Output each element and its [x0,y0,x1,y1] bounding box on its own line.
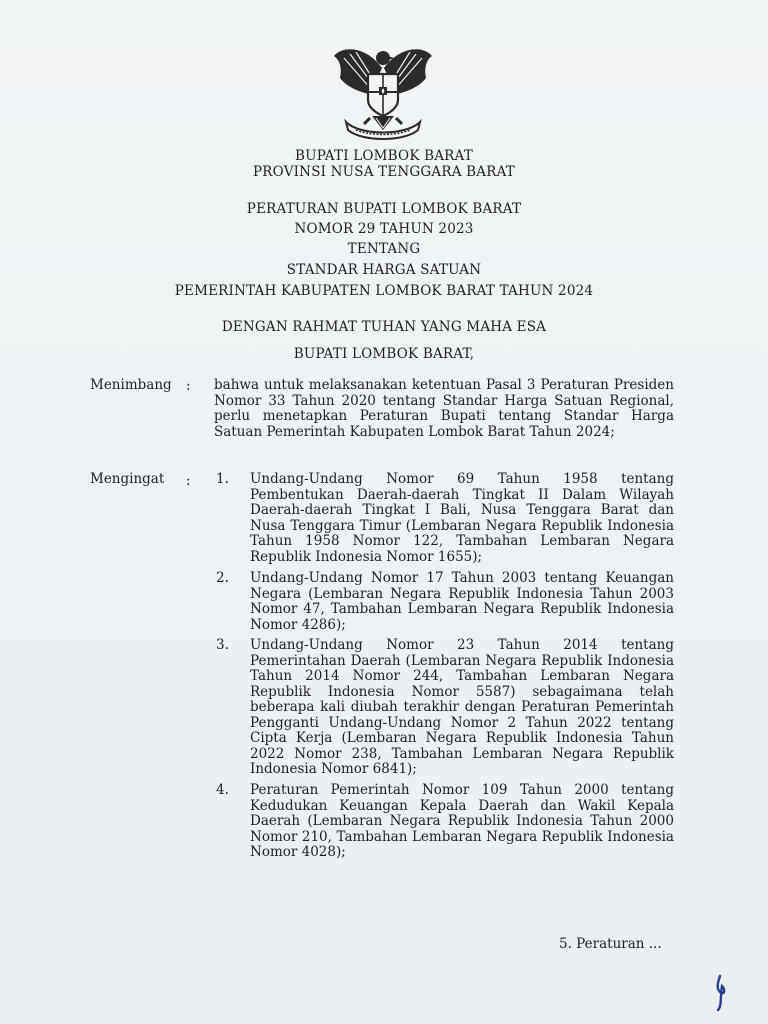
menimbang-label: Menimbang [90,377,172,393]
mengingat-item-1-number: 1. [216,471,229,487]
mengingat-colon: : [186,473,191,489]
mengingat-item-3-number: 3. [216,637,229,653]
preamble-line-1: DENGAN RAHMAT TUHAN YANG MAHA ESA [221,319,547,335]
mengingat-label: Mengingat [90,471,165,487]
header-line-1: BUPATI LOMBOK BARAT [295,148,473,164]
title-line-4: STANDAR HARGA SATUAN [286,262,482,278]
mengingat-item-4-number: 4. [216,782,229,798]
preamble-line-2: BUPATI LOMBOK BARAT, [293,346,475,362]
page-continuation: 5. Peraturan ... [559,936,662,952]
mengingat-item-2-number: 2. [216,570,229,586]
title-line-2: NOMOR 29 TAHUN 2023 [294,221,474,237]
mengingat-item-3-text: Undang-Undang Nomor 23 Tahun 2014 tentang Pemerintahan Daerah (Lembaran Negara Republik Indonesia Tahun 2014 Nomor 244, Tambahan Lembaran Negara Republik Indonesia Nomor 5587) sebagaimana telah beberapa kali diubah terakhir dengan Peraturan Pemerintah Pengganti Undang-Undang Nomor 2 Tahun 2022 tentang Cipta Kerja (Lembaran Negara Republik Indonesia Tahun 2022 Nomor 238, Tambahan Lembaran Negara Republik Indonesia Nomor 6841); [250,637,674,777]
title-line-1: PERATURAN BUPATI LOMBOK BARAT [246,201,522,217]
header-line-2: PROVINSI NUSA TENGGARA BARAT [253,164,515,180]
menimbang-text: bahwa untuk melaksanakan ketentuan Pasal 3 Peraturan Presiden Nomor 33 Tahun 2020 tentang Standar Harga Satuan Regional, perlu menetapkan Peraturan Bupati tentang Standar Harga Satuan Pemerintah Kabupaten Lombok Barat Tahun 2024; [214,377,674,440]
garuda-emblem-icon [330,38,436,142]
mengingat-item-4-text: Peraturan Pemerintah Nomor 109 Tahun 2000 tentang Kedudukan Keuangan Kepala Daerah dan Wakil Kepala Daerah (Lembaran Negara Republik Indonesia Tahun 2000 Nomor 210, Tambahan Lembaran Negara Republik Indonesia Nomor 4028); [250,782,674,860]
mengingat-item-2-text: Undang-Undang Nomor 17 Tahun 2003 tentang Keuangan Negara (Lembaran Negara Republik Indonesia Tahun 2003 Nomor 47, Tambahan Lembaran Negara Republik Indonesia Nomor 4286); [250,570,674,633]
menimbang-colon: : [186,378,191,394]
mengingat-item-1-text: Undang-Undang Nomor 69 Tahun 1958 tentang Pembentukan Daerah-daerah Tingkat II Dalam Wilayah Daerah-daerah Tingkat I Bali, Nusa Tenggara Barat dan Nusa Tenggara Timur (Lembaran Negara Republik Indonesia Tahun 1958 Nomor 122, Tambahan Lembaran Negara Republik Indonesia Nomor 1655); [250,471,674,565]
paraf-signature-icon [708,972,736,1012]
title-line-5: PEMERINTAH KABUPATEN LOMBOK BARAT TAHUN 2024 [174,283,594,299]
title-line-3: TENTANG [347,241,421,257]
